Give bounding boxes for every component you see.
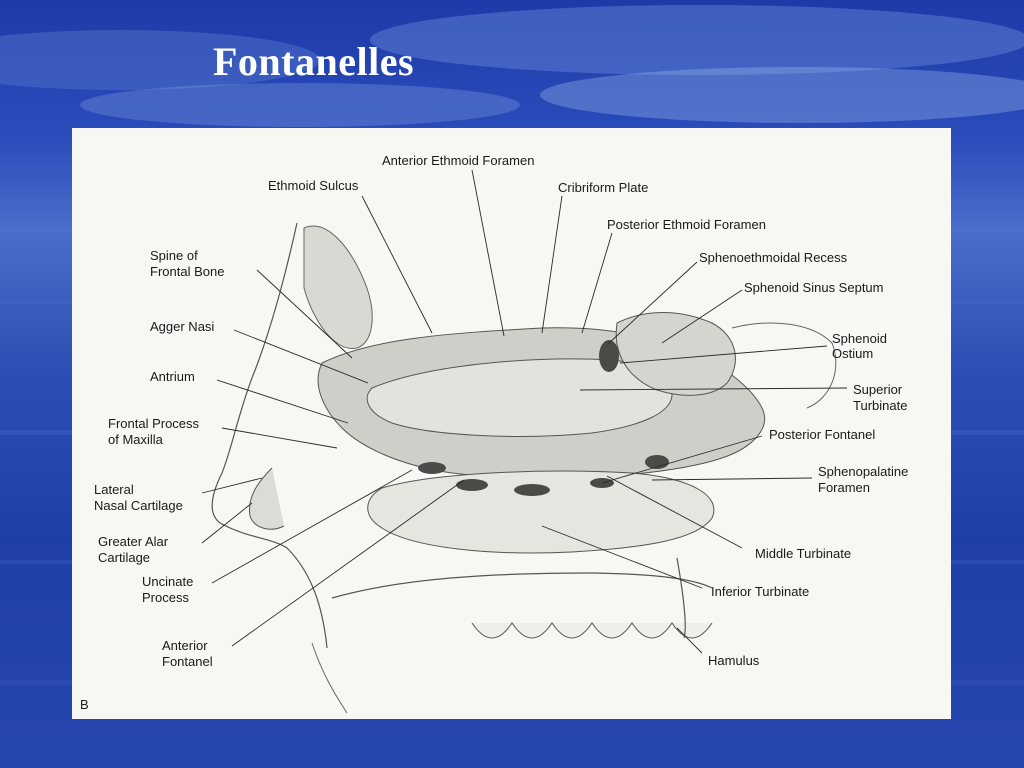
label-antrium: Antrium bbox=[150, 369, 195, 384]
label-sphenopalatine-foramen-line1: Sphenopalatine bbox=[818, 464, 909, 479]
figure-panel-letter: B bbox=[80, 697, 89, 712]
label-anterior-fontanel-line2: Fontanel bbox=[162, 654, 213, 669]
label-posterior-fontanel: Posterior Fontanel bbox=[769, 427, 876, 442]
nasal-cavity-illustration bbox=[72, 128, 951, 719]
label-frontal-process-line2: of Maxilla bbox=[108, 432, 163, 447]
label-posterior-ethmoid-foramen: Posterior Ethmoid Foramen bbox=[607, 217, 766, 232]
label-superior-turbinate-line2: Turbinate bbox=[853, 398, 908, 413]
label-spine-of-frontal-bone-line2: Frontal Bone bbox=[150, 264, 225, 279]
label-lateral-nasal-cartilage-line1: Lateral bbox=[94, 482, 134, 497]
label-agger-nasi: Agger Nasi bbox=[150, 319, 215, 334]
label-greater-alar-cartilage-line1: Greater Alar bbox=[98, 534, 169, 549]
label-hamulus: Hamulus bbox=[708, 653, 760, 668]
label-uncinate-process-line2: Process bbox=[142, 590, 189, 605]
label-sphenoethmoidal-recess: Sphenoethmoidal Recess bbox=[699, 250, 848, 265]
label-superior-turbinate-line1: Superior bbox=[853, 382, 903, 397]
slide-title: Fontanelles bbox=[213, 39, 415, 84]
label-anterior-ethmoid-foramen: Anterior Ethmoid Foramen bbox=[382, 153, 535, 168]
label-spine-of-frontal-bone-line1: Spine of bbox=[150, 248, 198, 263]
label-anterior-fontanel-line1: Anterior bbox=[162, 638, 208, 653]
label-lateral-nasal-cartilage-line2: Nasal Cartilage bbox=[94, 498, 183, 513]
label-sphenoid-ostium-line2: Ostium bbox=[832, 346, 874, 361]
label-sphenoid-sinus-septum: Sphenoid Sinus Septum bbox=[744, 280, 884, 295]
label-middle-turbinate: Middle Turbinate bbox=[755, 546, 852, 561]
anatomy-figure bbox=[72, 128, 951, 719]
label-sphenopalatine-foramen-line2: Foramen bbox=[818, 480, 871, 495]
label-greater-alar-cartilage-line2: Cartilage bbox=[98, 550, 151, 565]
label-inferior-turbinate: Inferior Turbinate bbox=[711, 584, 810, 599]
label-frontal-process-line1: Frontal Process bbox=[108, 416, 200, 431]
label-cribriform-plate: Cribriform Plate bbox=[558, 180, 649, 195]
label-sphenoid-ostium-line1: Sphenoid bbox=[832, 331, 887, 346]
label-uncinate-process-line1: Uncinate bbox=[142, 574, 194, 589]
label-ethmoid-sulcus: Ethmoid Sulcus bbox=[268, 178, 359, 193]
